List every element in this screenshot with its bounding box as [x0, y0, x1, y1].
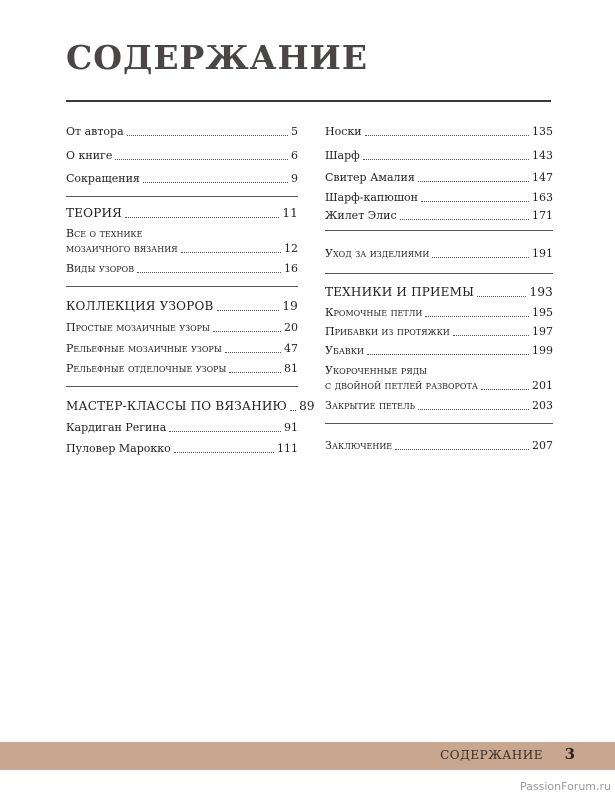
toc-section-heading[interactable]: МАСТЕР-КЛАССЫ ПО ВЯЗАНИЮ 89 [66, 399, 315, 413]
toc-entry[interactable]: Закрытие петель 203 [325, 399, 553, 412]
toc-section-heading[interactable]: ТЕХНИКИ И ПРИЕМЫ 193 [325, 285, 553, 299]
toc-entry[interactable]: От автора 5 [66, 125, 298, 138]
toc-section-heading[interactable]: КОЛЛЕКЦИЯ УЗОРОВ 19 [66, 299, 298, 313]
toc-entry[interactable]: Шарф 143 [325, 149, 553, 162]
toc-entry[interactable]: Рельефные мозаичные узоры 47 [66, 342, 298, 355]
toc-section-heading[interactable]: ТЕОРИЯ 11 [66, 206, 298, 220]
footer-section-title: СОДЕРЖАНИЕ [440, 748, 543, 762]
section-divider [325, 273, 553, 274]
toc-entry[interactable]: Шарф-капюшон 163 [325, 191, 553, 204]
section-divider [66, 286, 298, 287]
watermark: PassionForum.ru [520, 780, 611, 793]
toc-entry[interactable]: Все о технике мозаичного вязания 12 [66, 227, 298, 255]
toc-entry[interactable]: Жилет Элис 171 [325, 209, 553, 222]
toc-entry[interactable]: Уход за изделиями 191 [325, 247, 553, 260]
section-divider [325, 423, 553, 424]
toc-entry[interactable]: Пуловер Марокко 111 [66, 442, 298, 455]
section-divider [66, 386, 298, 387]
toc-entry[interactable]: Свитер Амалия 147 [325, 171, 553, 184]
page-title: СОДЕРЖАНИЕ [66, 38, 369, 77]
toc-entry[interactable]: Носки 135 [325, 125, 553, 138]
toc-entry[interactable]: Убавки 199 [325, 344, 553, 357]
toc-entry[interactable]: Заключение 207 [325, 439, 553, 452]
toc-entry[interactable]: Кромочные петли 195 [325, 306, 553, 319]
toc-entry[interactable]: Виды узоров 16 [66, 262, 298, 275]
toc-entry[interactable]: Укороченные ряды с двойной петлей разворота 201 [325, 364, 553, 392]
title-rule [66, 100, 551, 102]
toc-entry[interactable]: Рельефные отделочные узоры 81 [66, 362, 298, 375]
toc-entry[interactable]: Сокращения 9 [66, 172, 298, 185]
section-divider [325, 230, 553, 231]
toc-entry[interactable]: Прибавки из протяжки 197 [325, 325, 553, 338]
section-divider [66, 196, 298, 197]
page-footer [0, 742, 615, 770]
page-number: 3 [564, 745, 575, 763]
toc-entry[interactable]: О книге 6 [66, 149, 298, 162]
toc-entry[interactable]: Простые мозаичные узоры 20 [66, 321, 298, 334]
toc-entry[interactable]: Кардиган Регина 91 [66, 421, 298, 434]
